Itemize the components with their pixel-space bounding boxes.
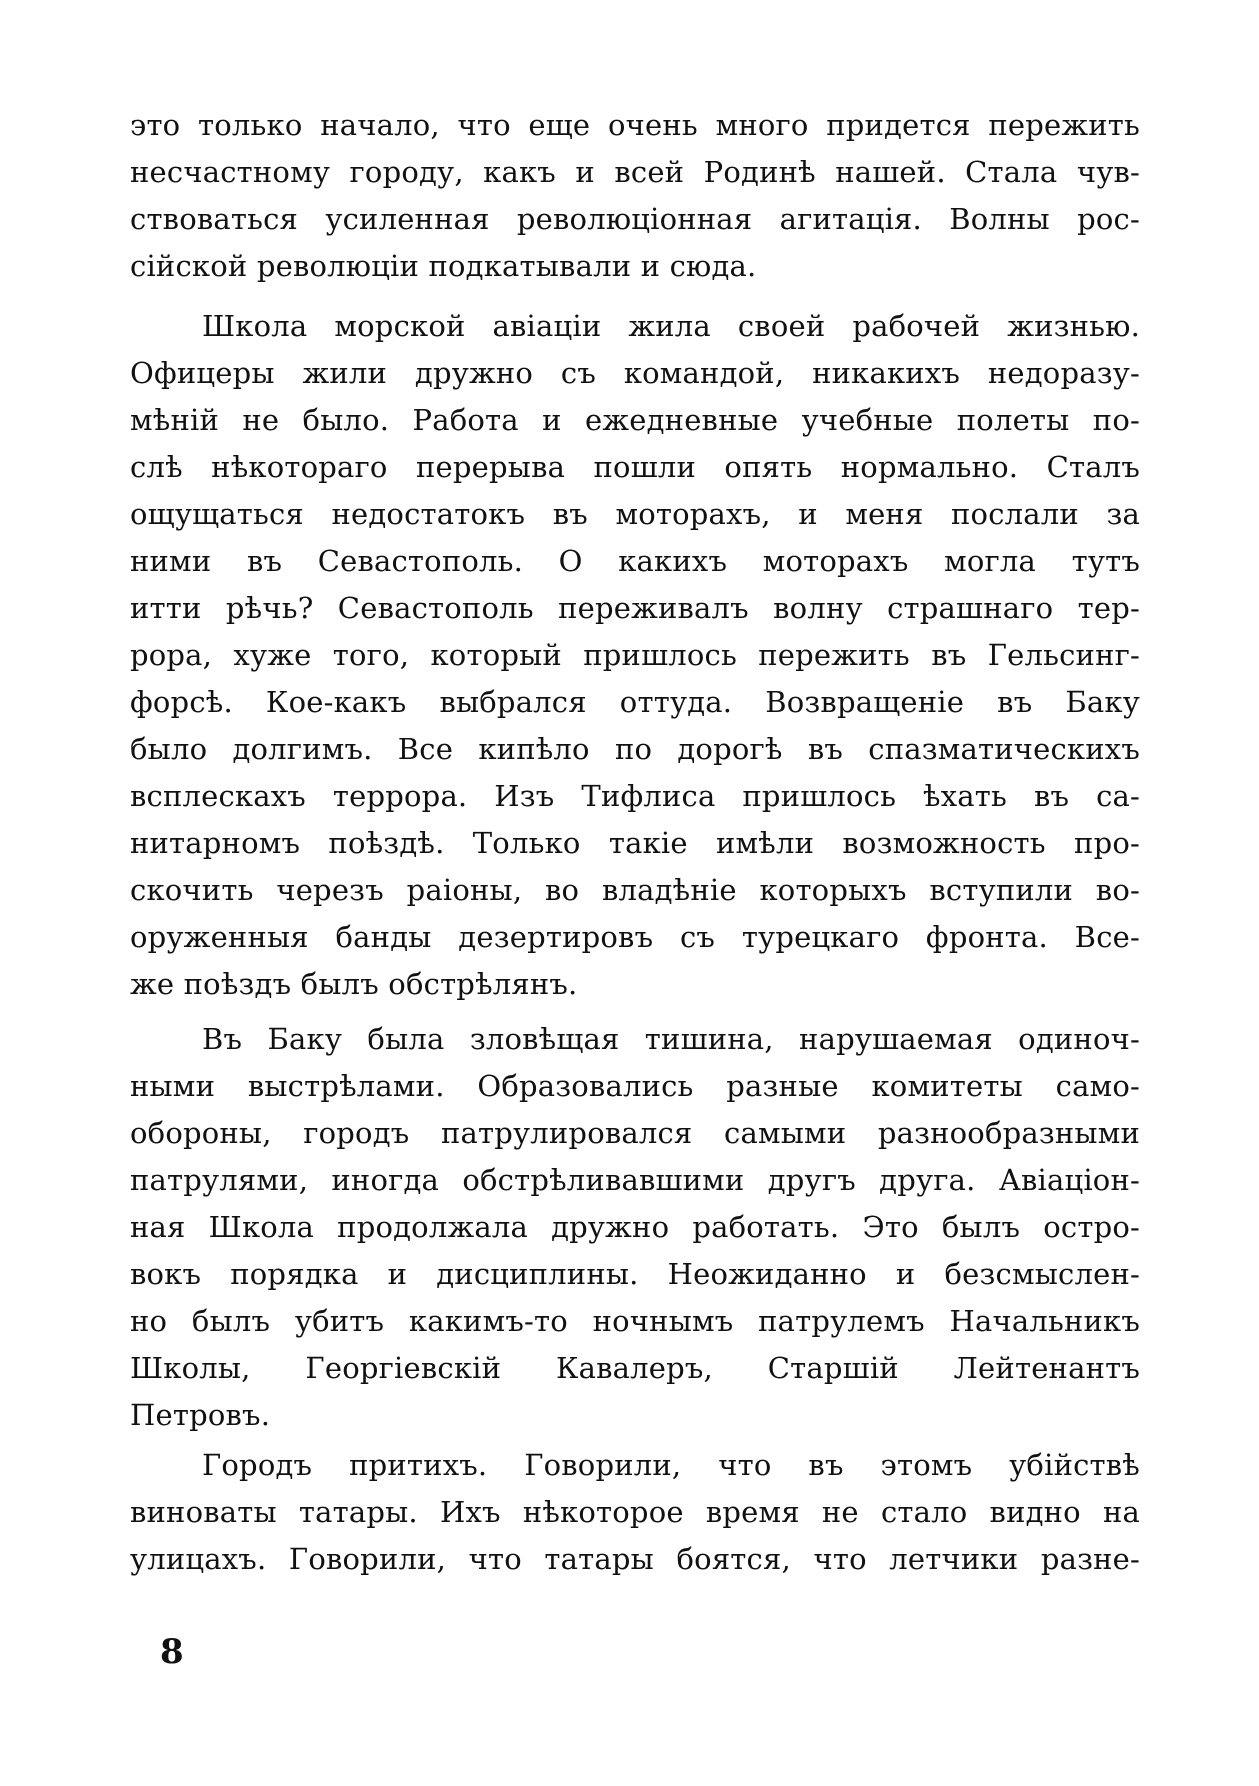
text-line: несчастному городу, какъ и всей Родинѣ нашей. Стала чув-: [130, 155, 1140, 189]
text-line: рора, хуже того, который пришлось пережить въ Гельсинг-: [130, 638, 1140, 672]
text-line: это только начало, что еще очень много придется пережить: [130, 108, 1140, 142]
text-line: виноваты татары. Ихъ нѣкоторое время не стало видно на: [130, 1495, 1140, 1529]
text-line: скочить черезъ раiоны, во владѣнiе которыхъ вступили во-: [130, 873, 1140, 907]
text-line: Въ Баку была зловѣщая тишина, нарушаемая одиноч-: [202, 1022, 1140, 1056]
text-line: Городъ притихъ. Говорили, что въ этомъ убiйствѣ: [202, 1448, 1140, 1482]
text-line: улицахъ. Говорили, что татары боятся, что летчики разне-: [130, 1542, 1140, 1576]
text-line: мѣнiй не было. Работа и ежедневные учебные полеты по-: [130, 403, 1140, 437]
paragraph-1: [130, 102, 1140, 290]
text-line: всплескахъ террора. Изъ Тифлиса пришлось ѣхать въ са-: [130, 779, 1140, 813]
text-line: ными выстрѣлами. Образовались разные комитеты само-: [130, 1069, 1140, 1103]
text-line: Офицеры жили дружно съ командой, никакихъ недоразу-: [130, 356, 1140, 390]
text-line: патрулями, иногда обстрѣливавшими другъ друга. Авiацiон-: [130, 1163, 1140, 1197]
paragraph-3: [130, 1016, 1140, 1439]
text-line: ними въ Севастополь. О какихъ моторахъ могла тутъ: [130, 544, 1140, 578]
paragraph-4: [130, 1442, 1140, 1583]
text-line: ствоваться усиленная революцiонная агитацiя. Волны рос-: [130, 202, 1140, 236]
text-line: форсѣ. Кое-какъ выбрался оттуда. Возвращенiе въ Баку: [130, 685, 1140, 719]
text-line: оруженныя банды дезертировъ съ турецкаго фронта. Все-: [130, 920, 1140, 954]
page-number: 8: [160, 1632, 184, 1672]
text-line: же поѣздъ былъ обстрѣлянъ.: [130, 967, 578, 1001]
text-line: ощущаться недостатокъ въ моторахъ, и меня послали за: [130, 497, 1140, 531]
text-line: ная Школа продолжала дружно работать. Это былъ остро-: [130, 1210, 1140, 1244]
text-line: Школа морской авiацiи жила своей рабочей жизнью.: [202, 309, 1140, 343]
text-line: было долгимъ. Все кипѣло по дорогѣ въ спазматическихъ: [130, 732, 1140, 766]
text-line: итти рѣчь? Севастополь переживалъ волну страшнаго тер-: [130, 591, 1140, 625]
text-line: Школы, Георгiевскiй Кавалеръ, Старшiй Лейтенантъ: [130, 1351, 1140, 1385]
text-line: Петровъ.: [130, 1398, 271, 1432]
text-line: слѣ нѣкотораго перерыва пошли опять нормально. Сталъ: [130, 450, 1140, 484]
text-line: сiйской революцiи подкатывали и сюда.: [130, 249, 757, 283]
text-line: вокъ порядка и дисциплины. Неожиданно и безсмыслен-: [130, 1257, 1140, 1291]
text-line: обороны, городъ патрулировался самыми разнообразными: [130, 1116, 1140, 1150]
text-line: нитарномъ поѣздѣ. Только такiе имѣли возможность про-: [130, 826, 1140, 860]
paragraph-2: [130, 303, 1140, 1008]
text-line: но былъ убитъ какимъ-то ночнымъ патрулемъ Начальникъ: [130, 1304, 1140, 1338]
